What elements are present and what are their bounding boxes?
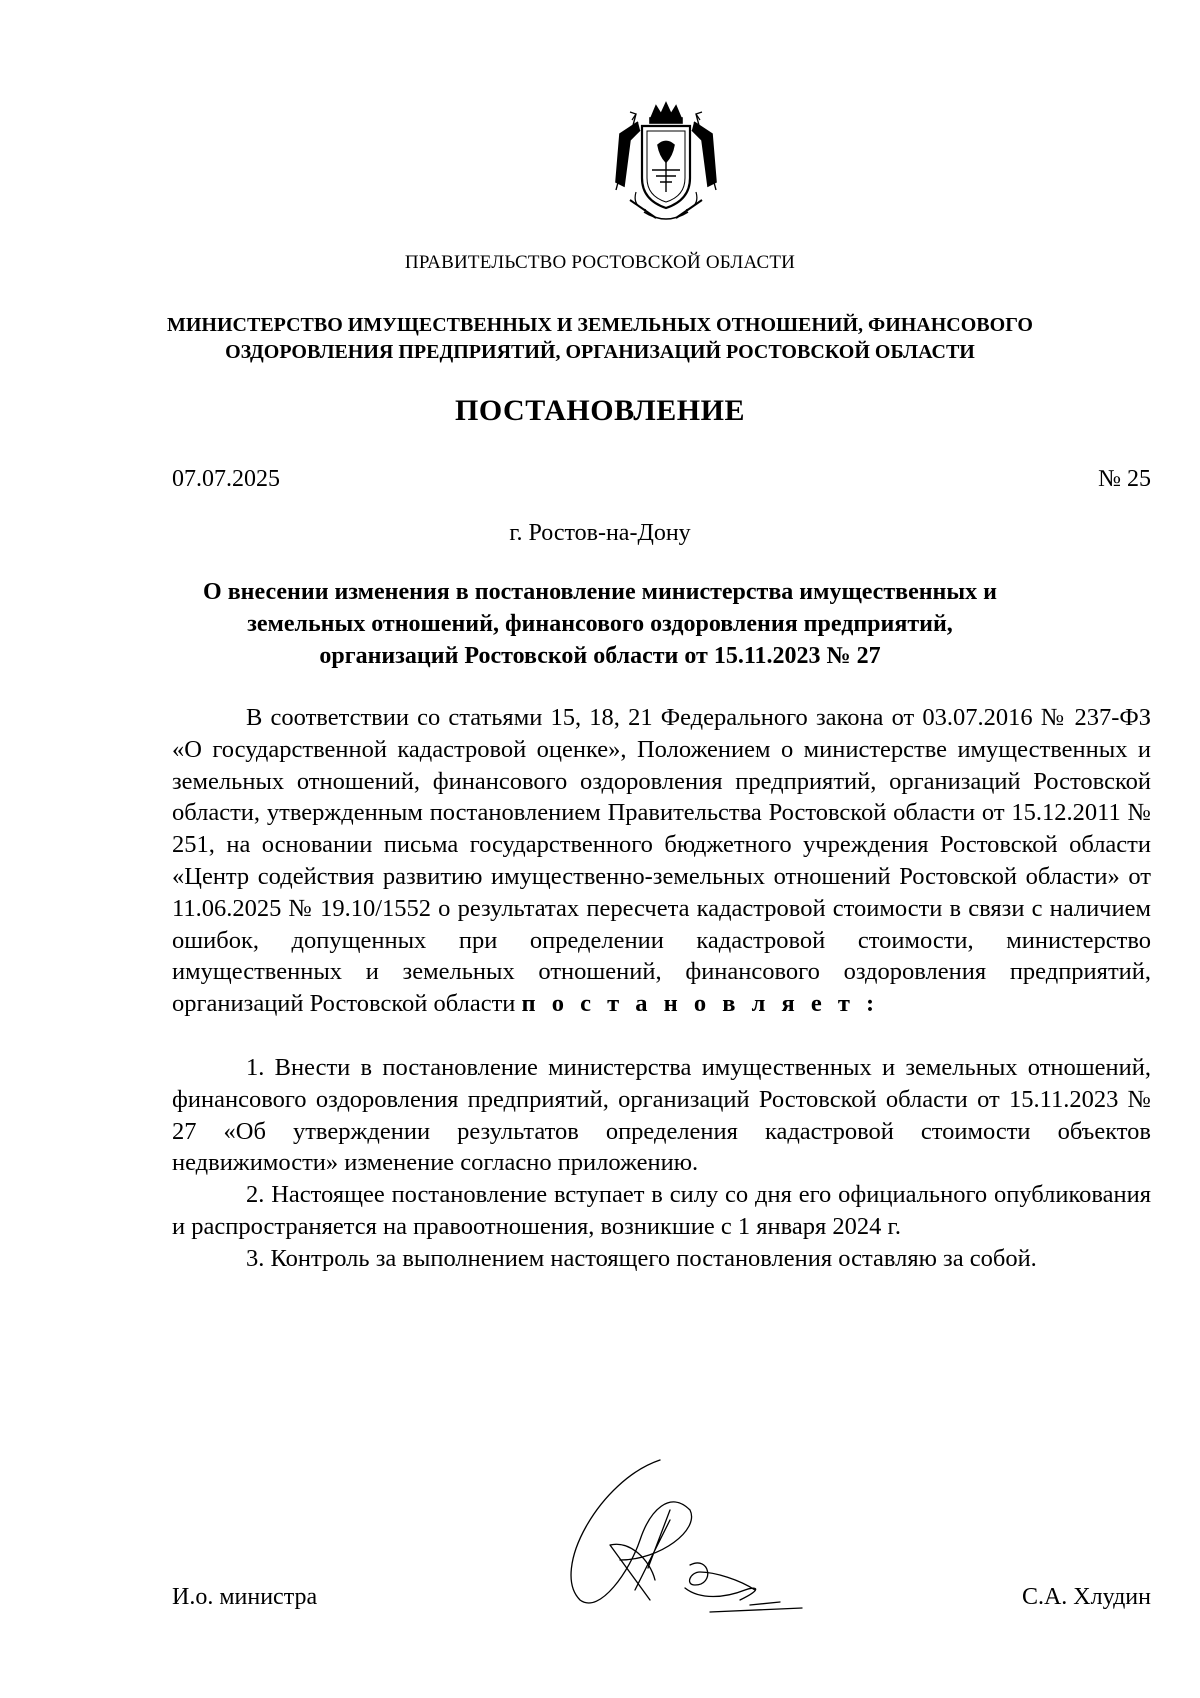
item-2: 2. Настоящее постановление вступает в силу со дня его официального опубликования и распространяется на правоотношения, возникшие с 1 января 2024 г. [172, 1181, 1151, 1240]
resolves-word: п о с т а н о в л я е т : [521, 990, 880, 1018]
document-title-line1: О внесении изменения в постановление министерства имущественных и [203, 579, 997, 605]
document-title-line3: организаций Ростовской области от 15.11.2023 № 27 [319, 643, 881, 669]
ministry-name [0, 312, 1200, 366]
document-city: г. Ростов-на-Дону [509, 520, 691, 546]
item-3: 3. Контроль за выполнением настоящего постановления оставляю за собой. [246, 1244, 1037, 1272]
document-number: № 25 [1098, 466, 1151, 492]
ministry-name-line1: МИНИСТЕРСТВО ИМУЩЕСТВЕННЫХ И ЗЕМЕЛЬНЫХ ОТНОШЕНИЙ, ФИНАНСОВОГО [166, 314, 1033, 336]
coat-of-arms-icon [606, 100, 726, 228]
government-name: ПРАВИТЕЛЬСТВО РОСТОВСКОЙ ОБЛАСТИ [404, 252, 796, 273]
document-type: ПОСТАНОВЛЕНИЕ [455, 394, 745, 427]
document-body [172, 702, 1151, 1275]
document-title [0, 576, 1200, 672]
handwritten-signature [540, 1450, 820, 1630]
item-1: 1. Внести в постановление министерства имущественных и земельных отношений, финансового оздоровления предприятий, организаций Ростовской области от 15.11.2023 № 27 «Об утверждении результатов определения кадастровой стоимости объектов недвижимости» изменение согласно приложению. [172, 1053, 1151, 1177]
ministry-name-line2: ОЗДОРОВЛЕНИЯ ПРЕДПРИЯТИЙ, ОРГАНИЗАЦИЙ РОСТОВСКОЙ ОБЛАСТИ [225, 341, 975, 363]
preamble-text: В соответствии со статьями 15, 18, 21 Федерального закона от 03.07.2016 № 237-ФЗ «О государственной кадастровой оценке», Положением о министерстве имущественных и земельных отношений, финансового оздоровления предприятий, организаций Ростовской области, утвержденным постановлением Правительства Ростовской области от 15.12.2011 № 251, на основании письма государственного бюджетного учреждения Ростовской области «Центр содействия развитию имущественно-земельных отношений Ростовской области» от 11.06.2025 № 19.10/1552 о результатах пересчета кадастровой стоимости в связи с наличием ошибок, допущенных при определении кадастровой стоимости, министерство имущественных и земельных отношений, финансового оздоровления предприятий, организаций Ростовской области [172, 704, 1151, 1018]
document-title-line2: земельных отношений, финансового оздоровления предприятий, [247, 611, 953, 637]
signatory-position: И.о. министра [172, 1584, 318, 1610]
document-date: 07.07.2025 [172, 466, 280, 492]
signatory-name: С.А. Хлудин [1021, 1584, 1151, 1610]
preamble-paragraph [172, 702, 1151, 1020]
